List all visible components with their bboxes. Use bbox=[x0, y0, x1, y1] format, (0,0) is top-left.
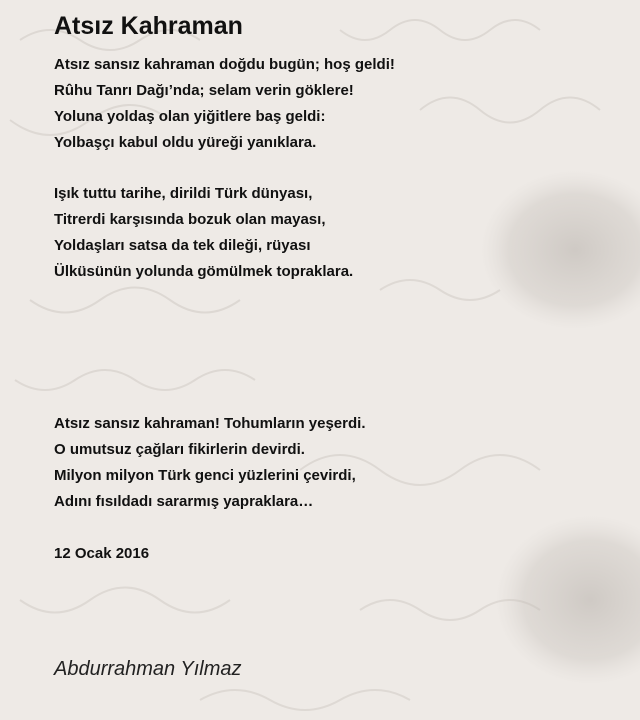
poem-line: Titrerdi karşısında bozuk olan mayası, bbox=[54, 211, 326, 228]
poem-line: Milyon milyon Türk genci yüzlerini çevirdi, bbox=[54, 467, 356, 484]
poem-date: 12 Ocak 2016 bbox=[54, 545, 150, 562]
ink-blot bbox=[480, 170, 640, 330]
poem-stanza-1 bbox=[54, 52, 395, 156]
poem-line: Yolbaşçı kabul oldu yüreği yanıklara. bbox=[54, 134, 317, 151]
poem-author: Abdurrahman Yılmaz bbox=[54, 658, 242, 680]
poem-line: Adını fısıldadı sararmış yapraklara… bbox=[54, 493, 314, 510]
poem-stanza-2 bbox=[54, 181, 353, 285]
poem-stanza-3 bbox=[54, 411, 365, 515]
poem-title: Atsız Kahraman bbox=[54, 12, 243, 40]
poem-line: Atsız sansız kahraman! Tohumların yeşerdi. bbox=[54, 415, 366, 432]
poem-line: Yoldaşları satsa da tek dileği, rüyası bbox=[54, 237, 311, 254]
poem-line: Ülküsünün yolunda gömülmek topraklara. bbox=[54, 263, 354, 280]
poem-line: Atsız sansız kahraman doğdu bugün; hoş geldi! bbox=[54, 56, 395, 73]
poem-line: Işık tuttu tarihe, dirildi Türk dünyası, bbox=[54, 185, 313, 202]
poem-line: O umutsuz çağları fikirlerin devirdi. bbox=[54, 441, 305, 458]
poem-line: Yoluna yoldaş olan yiğitlere baş geldi: bbox=[54, 108, 326, 125]
ink-blot bbox=[495, 515, 640, 685]
poem-line: Rûhu Tanrı Dağı’nda; selam verin göklere! bbox=[54, 82, 354, 99]
